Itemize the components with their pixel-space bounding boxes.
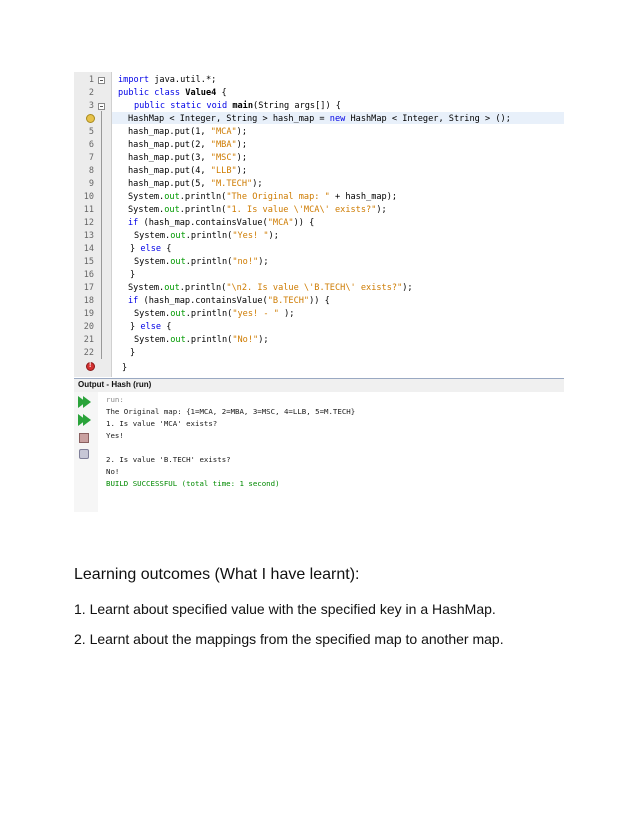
learning-outcome-1: 1. Learnt about specified value with the specified key in a HashMap. (74, 601, 496, 617)
line-number: 5 (88, 127, 94, 137)
code-line: System.out.println("1. Is value \'MCA\' exists?"); (128, 205, 387, 215)
line-number: 14 (83, 244, 94, 254)
output-line: No! (106, 467, 120, 476)
code-line: hash_map.put(2, "MBA"); (128, 140, 248, 150)
line-number: 12 (83, 218, 94, 228)
output-panel-header[interactable] (74, 378, 564, 392)
fold-toggle-icon[interactable] (98, 77, 105, 84)
output-line: Yes! (106, 431, 124, 440)
code-line: } (122, 363, 128, 373)
code-line: } (130, 348, 136, 358)
rerun-with-options-icon-part (83, 414, 91, 426)
code-line: System.out.println("\n2. Is value \'B.TECH\' exists?"); (128, 283, 413, 293)
code-line: hash_map.put(4, "LLB"); (128, 166, 248, 176)
code-line: HashMap < Integer, String > hash_map = new HashMap < Integer, String > (); (128, 114, 511, 124)
line-number: 13 (83, 231, 94, 241)
line-number: 6 (88, 140, 94, 150)
line-number: 1 (88, 75, 94, 85)
fold-guide (101, 111, 102, 359)
output-line: The Original map: {1=MCA, 2=MBA, 3=MSC, 4=LLB, 5=M.TECH} (106, 407, 356, 416)
output-line: BUILD SUCCESSFUL (total time: 1 second) (106, 479, 280, 488)
code-line: System.out.println("Yes! "); (134, 231, 279, 241)
stop-icon[interactable] (79, 433, 89, 443)
code-line: } else { (130, 322, 172, 332)
line-number: 15 (83, 257, 94, 267)
output-line: 2. Is value 'B.TECH' exists? (106, 455, 231, 464)
output-line: run: (106, 395, 124, 404)
settings-icon[interactable] (79, 449, 89, 459)
line-number: 17 (83, 283, 94, 293)
learning-outcome-2: 2. Learnt about the mappings from the specified map to another map. (74, 631, 504, 647)
line-number: 21 (83, 335, 94, 345)
line-number: 20 (83, 322, 94, 332)
code-line: hash_map.put(3, "MSC"); (128, 153, 248, 163)
code-line: import java.util.*; (118, 75, 217, 85)
line-number: 18 (83, 296, 94, 306)
warning-bulb-icon[interactable] (86, 114, 95, 123)
line-number: 19 (83, 309, 94, 319)
line-number: 10 (83, 192, 94, 202)
code-line: System.out.println("no!"); (134, 257, 269, 267)
code-line: if (hash_map.containsValue("B.TECH")) { (128, 296, 330, 306)
line-number-gutter (74, 72, 112, 377)
code-line: hash_map.put(5, "M.TECH"); (128, 179, 263, 189)
code-line: } else { (130, 244, 172, 254)
ide-screenshot (74, 72, 564, 512)
code-line: hash_map.put(1, "MCA"); (128, 127, 248, 137)
learning-outcomes-heading: Learning outcomes (What I have learnt): (74, 566, 360, 583)
line-number: 9 (88, 179, 94, 189)
code-line: public class Value4 { (118, 88, 227, 98)
output-line: 1. Is value 'MCA' exists? (106, 419, 218, 428)
rerun-icon-part (83, 396, 91, 408)
output-toolbar (74, 392, 98, 512)
line-number: 2 (88, 88, 94, 98)
line-number: 16 (83, 270, 94, 280)
code-line: System.out.println("No!"); (134, 335, 269, 345)
line-number: 11 (83, 205, 94, 215)
code-line: if (hash_map.containsValue("MCA")) { (128, 218, 315, 228)
error-icon[interactable] (86, 362, 95, 371)
line-number: 8 (88, 166, 94, 176)
code-line: System.out.println("The Original map: " + hash_map); (128, 192, 398, 202)
line-number: 22 (83, 348, 94, 358)
line-number: 3 (88, 101, 94, 111)
code-line: System.out.println("yes! - " ); (134, 309, 295, 319)
code-line: public static void main(String args[]) { (134, 101, 341, 111)
code-line: } (130, 270, 136, 280)
output-panel-title: Output - Hash (run) (78, 380, 152, 389)
fold-toggle-icon[interactable] (98, 103, 105, 110)
line-number: 7 (88, 153, 94, 163)
